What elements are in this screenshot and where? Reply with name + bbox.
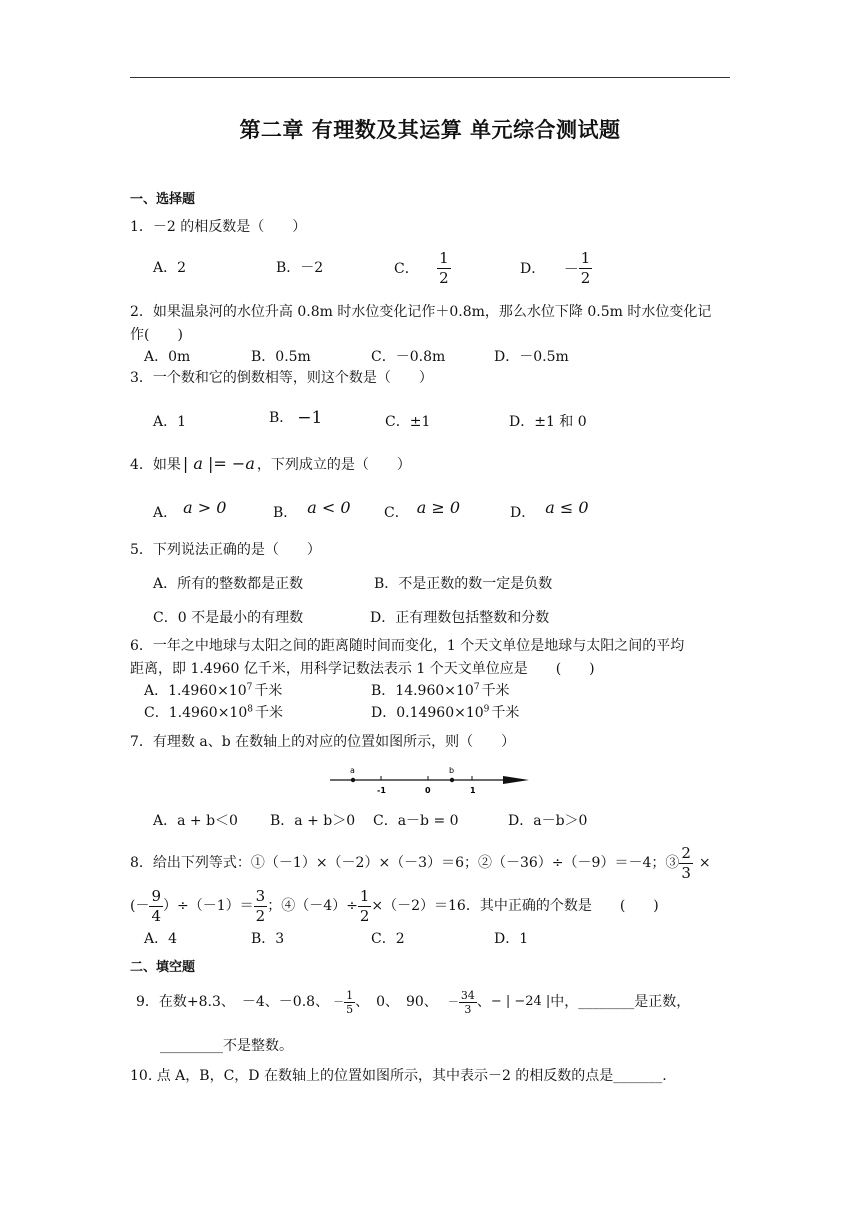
q3-option-a: A．1 — [153, 414, 187, 430]
q10-stem: 10. 点 A，B，C，D 在数轴上的位置如图所示，其中表示－2 的相反数的点是_______. — [130, 1068, 667, 1084]
q5-stem: 5．下列说法正确的是（ ） — [130, 542, 321, 558]
q9-abs-expression: − | −24 | — [490, 994, 551, 1009]
q2-option-c: C．－0.8m — [371, 349, 446, 365]
q4-option-c: C． a ≥ 0 — [384, 498, 461, 521]
q4-option-b-math: a < 0 — [307, 498, 351, 517]
q3-option-b-value: −1 — [297, 408, 323, 428]
q8-line1: 8．给出下列等式：①（－1）×（－2）×（－3）＝6；②（－36）÷（－9）＝－4；③ $\frac{2}{3}$ × — [130, 843, 711, 882]
q7-tick-minus1: -1 — [377, 786, 386, 795]
q5-option-c: C．0 不是最小的有理数 — [153, 610, 304, 626]
q3-stem: 3．一个数和它的倒数相等，则这个数是（ ） — [130, 370, 433, 386]
q7-label-a: a — [350, 766, 355, 775]
q8-fraction-1-2: $\frac{1}{2}$ — [359, 886, 370, 925]
q7-number-line — [325, 762, 535, 798]
q5-option-a: A．所有的整数都是正数 — [153, 576, 304, 592]
q2-option-b: B．0.5m — [251, 349, 311, 365]
q5-option-b: B．不是正数的数一定是负数 — [374, 576, 553, 592]
q7-tick-0: 0 — [425, 786, 431, 795]
q7-option-c: C．a－b = 0 — [373, 813, 459, 829]
q7-point-b — [450, 778, 454, 782]
top-rule — [130, 77, 730, 78]
q6-option-b: B．$14.960\times 10^7$ 千米 — [371, 682, 510, 699]
q9-fraction-1-5: $\frac{1}{5}$ — [346, 988, 354, 1016]
q6-option-d: D．$0.14960\times 10^9$ 千米 — [371, 704, 520, 721]
q7-option-b: B．a + b＞0 — [270, 813, 356, 829]
q1-option-d: D． － $\frac{1}{2}$ — [520, 249, 591, 287]
q4-option-b: B． a < 0 — [273, 498, 351, 521]
q4-option-d: D． a ≤ 0 — [510, 498, 589, 521]
section-fill-heading: 二、填空题 — [130, 960, 196, 975]
q1-option-d-fraction: $\frac{1}{2}$ — [580, 249, 591, 287]
q6-stem-line2: 距离，即 1.4960 亿千米，用科学记数法表示 1 个天文单位应是 ( ) — [130, 661, 595, 677]
q1-option-c-fraction: $\frac{1}{2}$ — [439, 249, 449, 287]
q1-option-b: B．－2 — [276, 260, 324, 276]
q1-option-c: C． $\frac{1}{2}$ — [394, 249, 449, 287]
q3-option-d: D．±1 和 0 — [509, 414, 587, 430]
q4-option-c-math: a ≥ 0 — [416, 498, 461, 517]
q8-fraction-3-2: $\frac{3}{2}$ — [255, 886, 266, 925]
q2-option-a: A．0m — [144, 349, 191, 365]
q2-option-d: D．－0.5m — [494, 349, 569, 365]
q4-option-a-math: a > 0 — [183, 498, 227, 517]
q7-label-b: b — [449, 766, 455, 775]
q4-stem-math: | a |= −a — [182, 454, 255, 473]
q4-option-a: A． a > 0 — [153, 498, 227, 521]
q6-option-a: A．$1.4960\times 10^7$ 千米 — [144, 682, 283, 699]
q6-stem-line1: 6．一年之中地球与太阳之间的距离随时间而变化，1 个天文单位是地球与太阳之间的平均 — [130, 638, 685, 654]
q7-option-a: A．a + b＜0 — [153, 813, 238, 829]
q5-option-d: D．正有理数包括整数和分数 — [370, 610, 550, 626]
q7-axis-arrow — [503, 776, 529, 784]
q8-line2: (－ $\frac{9}{4}$ ）÷（－1）＝ $\frac{3}{2}$ ；④（－4）÷ $\frac{1}{2}$ ×（－2）＝16．其中正确的个数是 ( ) — [130, 886, 659, 925]
q8-fraction-9-4: $\frac{9}{4}$ — [151, 886, 162, 925]
q7-tick-1: 1 — [470, 786, 476, 795]
q9-line2: _________不是整数。 — [160, 1038, 293, 1054]
q7-stem: 7．有理数 a、b 在数轴上的对应的位置如图所示，则（ ） — [130, 734, 516, 750]
q8-option-a: A．4 — [144, 931, 178, 947]
q9-fraction-34-3: $\frac{34}{3}$ — [460, 988, 475, 1016]
q8-option-b: B．3 — [251, 931, 285, 947]
q6-option-c: C．$1.4960\times 10^8$ 千米 — [144, 704, 283, 721]
q9-line1: 9．在数+8.3、 －4、－0.8、 － $\frac{1}{5}$ 、 0、 90、 － $\frac{34}{3}$ 、− | −24 |中，________是正数， — [136, 988, 691, 1016]
q3-option-c: C．±1 — [385, 414, 431, 430]
q8-fraction-2-3: $\frac{2}{3}$ — [681, 843, 691, 882]
q3-option-b: B． −1 — [269, 408, 323, 428]
q7-option-d: D．a－b＞0 — [508, 813, 588, 829]
q8-option-c: C．2 — [371, 931, 405, 947]
section-choice-heading: 一、选择题 — [130, 192, 196, 207]
q4-option-d-math: a ≤ 0 — [545, 498, 589, 517]
q7-point-a — [351, 778, 355, 782]
q1-option-a: A．2 — [153, 260, 187, 276]
q2-stem-line1: 2．如果温泉河的水位升高 0.8m 时水位变化记作＋0.8m，那么水位下降 0.5m 时水位变化记 — [130, 304, 712, 320]
q1-stem: 1．－2 的相反数是（ ） — [130, 219, 307, 235]
q2-stem-line2: 作( ) — [130, 327, 183, 343]
page-title: 第二章 有理数及其运算 单元综合测试题 — [239, 118, 621, 142]
q4-stem: 4．如果 | a |= −a ，下列成立的是（ ） — [130, 454, 411, 473]
q8-option-d: D．1 — [494, 931, 529, 947]
